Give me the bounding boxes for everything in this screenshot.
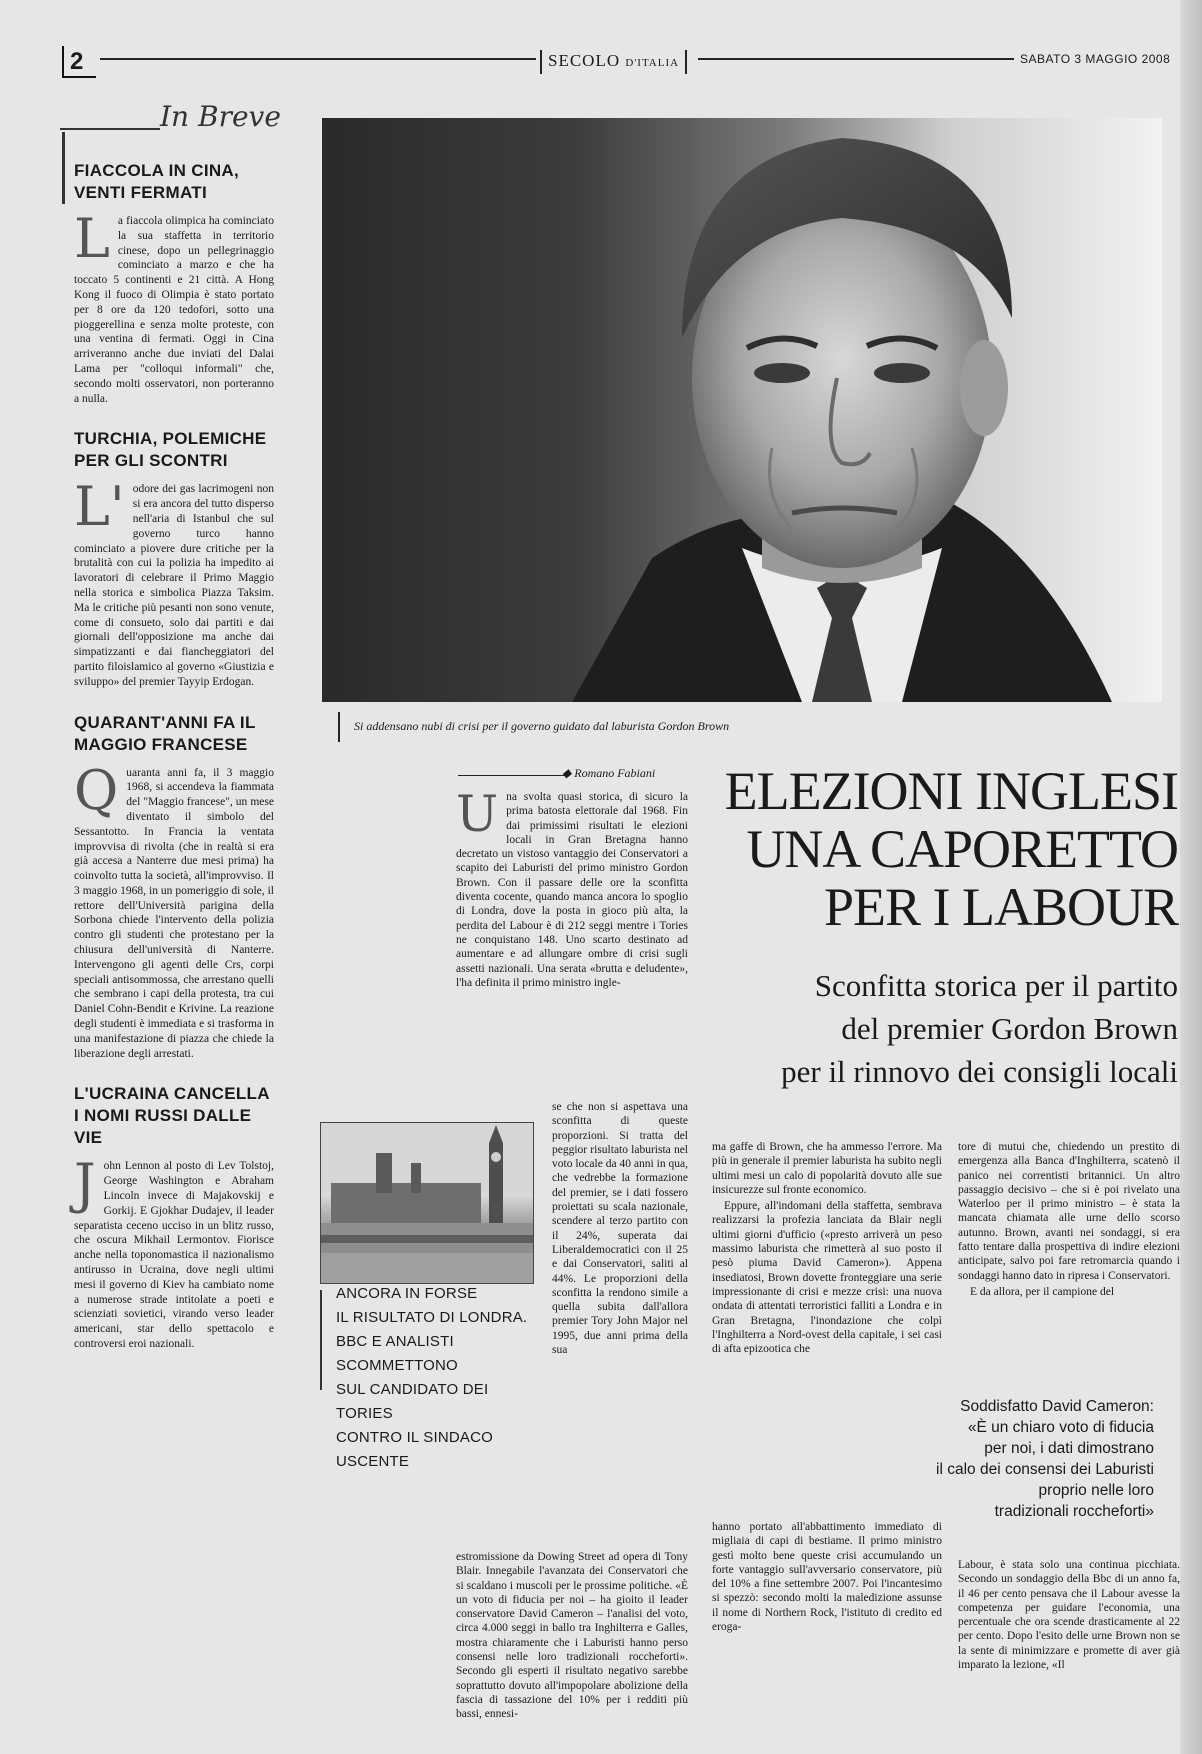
subhead-line: del premier Gordon Brown [841,1011,1178,1046]
article-column-2-top [712,1140,942,1358]
brief-title: QUARANT'ANNI FA IL MAGGIO FRANCESE [74,712,256,754]
inset-caption-line: CONTRO IL SINDACO USCENTE [336,1429,494,1470]
portrait-illustration [322,118,1162,702]
brief-tag-rule [60,128,160,130]
headline-line: PER I LABOUR [823,877,1178,937]
article-text: na svolta quasi storica, di sicuro la prima batosta elettorale dal 1968. Fin dai primissimi risultati le elezioni locali in Gran Bretagna hanno decretato un vistoso vantaggio dei Conservatori a scapito dei Laburisti del primo ministro Gordon Brown. Con il passare delle ore la sconfitta diventa cocente, quando manca ancora lo spoglio di Londra, dove la posta in gioco più alta, la perdita del Labour è di 212 seggi mentre i Tories ne conquistano 148. Uno scarto destinato ad aumentare e ad allungare ombre di crisi sugli assetti nazionali. Una serata «brutta e deludente», l'ha definita il primo ministro ingle- [456,791,688,989]
page-edge-shadow [1180,0,1202,1754]
brief-body [74,475,274,689]
brief-body-text: ohn Lennon al posto di Lev Tolstoj, George Washington e Abraham Lincoln invece di Majakovskij e Gorkij. E Gjokhar Dudajev, il leader separatista ceceno ucciso in un blitz russo, che oscura Mikhail Lermontov. Fiorisce anche nella toponomastica il nazionalismo antirusso in Ucraina, dove negli ultimi mesi il governo di Kiev ha cambiato nome a numerose strade intitolate a poeti e scienziati sovietici, virando verso leader americani, star dello spettacolo e controversi eroi nazionali. [74,1160,274,1351]
article-text: estromissione da Dowing Street ad opera di Tony Blair. Innegabile l'avanzata dei Conservatori che si scaldano i muscoli per le prossime politiche. «È un voto di fiducia per noi – ha gioito il leader conservatore David Cameron – l'analisi del voto, circa 4.000 seggi in ballo tra Inghilterra e Galles, mostra chiaramente che i Laburisti hanno perso consensi nelle loro tradizionali roccheforti». Secondo gli esperti il risultato negativo sarebbe soprattutto dovuto all'impopolare abolizione della fascia di tassazione del 10% per i redditi più bassi, ennesi- [456,1551,688,1721]
brief-column [74,160,274,1374]
photo-caption: Si addensano nubi di crisi per il governo guidato dal laburista Gordon Brown [338,712,729,742]
article-text: tore di mutui che, chiedendo un prestito di emergenza alla Banca d'Inghilterra, scatenò il panico nei correntisti britannici. Un altro passaggio decisivo – che si è poi rivelato una Waterloo per il primo ministro – è stata la mancata chiamata alle urne dello scorso autunno. Brown, avanti nei sondaggi, si era fatto tentare dalla prospettiva di indire elezioni anticipate, salvo poi fare retromarcia quando i sondaggi hanno dato in ripresa i Conservatori. [958,1141,1180,1282]
article-column-1-top [456,785,688,990]
byline-author: Romano Fabiani [574,766,656,780]
masthead-title [540,50,687,74]
dropcap: Q [74,758,119,822]
subhead-line: Sconfitta storica per il partito [814,968,1178,1003]
brief-body-text: a fiaccola olimpica ha cominciato la sua staffetta in territorio cinese, dopo un pellegrinaggio cominciato a marzo e che ha toccato 5 continenti e 21 città. A Hong Kong il fuoco di Olimpia è stato portato per 8 ore da 120 tedofori, sotto una pioggerellina e senza molte proteste, con una ventina di fermati. Oggi in Cina arriveranno anche due inviati del Dalai Lama per "colloqui informali" che, secondo molti osservatori, non porteranno a nulla. [74,215,274,405]
brief-body-text: odore dei gas lacrimogeni non si era ancora del tutto disperso nell'aria di Istanbul che sul governo turco hanno cominciato a piovere dure critiche per la brutalità con cui la polizia ha impedito ai lavoratori di celebrare il Primo Maggio nella storica e simbolica Piazza Taksim. Ma le critiche più pesanti non sono venute, come di consueto, solo dai partiti e dai giornali dell'opposizione ma anche dai simpatizzanti e dai fiancheggiatori del partito filoislamico al governo «Giustizia e sviluppo» del premier Tayyip Erdogan. [74,483,274,688]
dropcap: J [74,1152,96,1216]
article-headline [690,762,1178,936]
westminster-illustration [321,1123,533,1283]
article-column-1-bottom [456,1550,688,1722]
article-text: E da allora, per il campione del [970,1285,1115,1298]
brief-title: L'UCRAINA CANCELLA I NOMI RUSSI DALLE VIE [74,1084,270,1148]
brief-item [74,160,274,406]
dropcap: L' [74,475,125,539]
article-column-2-bottom [712,1520,942,1634]
article-text: se che non si aspettava una sconfitta di queste proporzioni. Si tratta del peggior risultato laburista nel voto locale da 40 anni in qua, che vedrebbe la formazione del premier, se i dati fossero proiettati su scala nazionale, scendere al terzo partito con il 24%, superata dai Liberaldemocratici con il 25 e dai Conservatori, saliti al 44%. Le proporzioni della sconfitta la rendono simile a quella subita dall'allora premier Tory John Major nel 1995, due anni prima della sua [552,1101,688,1357]
article-paragraph [456,785,688,990]
inset-caption-line: SCOMMETTONO [336,1357,458,1374]
quote-line: il calo dei consensi dei Laburisti [936,1461,1154,1478]
byline-rule [458,775,568,776]
article-column-3-top [958,1140,1180,1301]
inset-bracket [320,1290,328,1390]
brief-title: TURCHIA, POLEMICHE PER GLI SCONTRI [74,429,267,471]
quote-line: per noi, i dati dimostrano [984,1440,1154,1457]
portrait-photo [322,118,1162,702]
inset-caption [336,1282,546,1474]
quote-line: Soddisfatto David Cameron: [960,1398,1154,1415]
article-text: Eppure, all'indomani della staffetta, sembrava realizzarsi la profezia lanciata da Blair negli ultimi giorni d'ufficio («presto arriverà un peso massimo laburista che rimetterà al suo posto il pesò piuma David Cameron»). Appena insediatosi, Brown dovette fronteggiare una serie impressionante di crisi e mezze crisi: una nuova ondata di attentati terroristici falliti a Londra e in Gran Bretagna, l'inondazione che colpì l'Inghilterra a Nord-ovest della capitale, i sei casi di afta epizootica che [712,1200,942,1356]
brief-body-text: uaranta anni fa, il 3 maggio 1968, si accendeva la fiammata del "Maggio francese", un mese diventato il simbolo del Sessantotto. In Francia la ventata improvvisa di rivolta (che in realtà si era già accesa a Nanterre due mesi prima) ha coinvolto tutta la società, all'improvviso. Il 3 maggio 1968, in un pomeriggio di sole, il rettore dell'Università parigina della Sorbona chiede l'intervento della polizia contro gli studenti che protestano per la chiusura dell'università di Nanterre. Intervengono gli agenti delle Crs, corpi speciali antisommossa, che arrestano quelli che sembrano i capi della protesta, tra cui Daniel Cohn-Bendit e Krivine. La reazione degli studenti è immediata e si trasforma in una manifestazione di piazza che chiede la liberazione degli arrestati. [74,766,274,1060]
brief-title: FIACCOLA IN CINA, VENTI FERMATI [74,161,240,202]
article-text: ma gaffe di Brown, che ha ammesso l'errore. Ma più in generale il premier laburista ha subito negli ultimi mesi un calo di popolarità dovuto alle sue insicurezze sul fronte economico. [712,1141,942,1196]
subhead-line: per il rinnovo dei consigli locali [781,1054,1178,1089]
brief-bracket [62,132,71,204]
masthead-rule-right [698,58,1014,60]
masthead-rule-left [100,58,536,60]
article-dropcap: U [456,785,499,843]
brief-item [74,1083,274,1351]
masthead-title-small: D'ITALIA [625,57,680,69]
quote-line: tradizionali roccheforti» [994,1503,1154,1520]
brief-item [74,712,274,1062]
article-text: hanno portato all'abbattimento immediato di migliaia di capi di bestiame. Il primo ministro gestì molto bene queste crisi accumulando un forte vantaggio sull'avversario conservatore, più del 10% a fine settembre 2007. Poi l'incantesimo si spezzò: secondo molti la maledizione assunse il nome di Northern Rock, l'istituto di credito ed eroga- [712,1521,942,1634]
pull-quote [900,1396,1154,1522]
inset-caption-line: SUL CANDIDATO DEI TORIES [336,1381,489,1422]
masthead-date: SABATO 3 MAGGIO 2008 [1020,52,1171,66]
inset-caption-line: ANCORA IN FORSE [336,1285,478,1302]
westminster-photo [320,1122,534,1284]
brief-section-tag: In Breve [160,100,281,133]
article-text: Labour, è stata solo una continua picchiata. Secondo un sondaggio della Bbc di un anno fa, il 46 per cento pensava che il Labour avesse la competenza per guidare l'economia, una percentuale che ora scende drasticamente al 22 per cento. Dopo l'esito delle urne Brown non se la sente di minimizzare e promette di aver già imparato la lezione, «Il [958,1559,1180,1672]
quote-line: proprio nelle loro [1038,1482,1154,1499]
masthead-title-main: SECOLO [548,51,621,70]
article-column-3-bottom [958,1558,1180,1672]
quote-line: «È un chiaro voto di fiducia [967,1419,1154,1436]
article-subhead [690,964,1178,1093]
brief-item [74,428,274,689]
dropcap: L [74,207,110,270]
brief-body [74,1152,274,1351]
inset-caption-line: BBC E ANALISTI [336,1333,454,1350]
page-number: 2 [62,46,96,78]
inset-caption-line: IL RISULTATO DI LONDRA. [336,1309,528,1326]
headline-line: ELEZIONI INGLESI [724,761,1178,821]
brief-body [74,207,274,406]
article-byline: ◆ Romano Fabiani [562,766,656,780]
article-column-1-middle [552,1100,688,1357]
brief-body [74,758,274,1062]
headline-line: UNA CAPORETTO [746,819,1178,879]
